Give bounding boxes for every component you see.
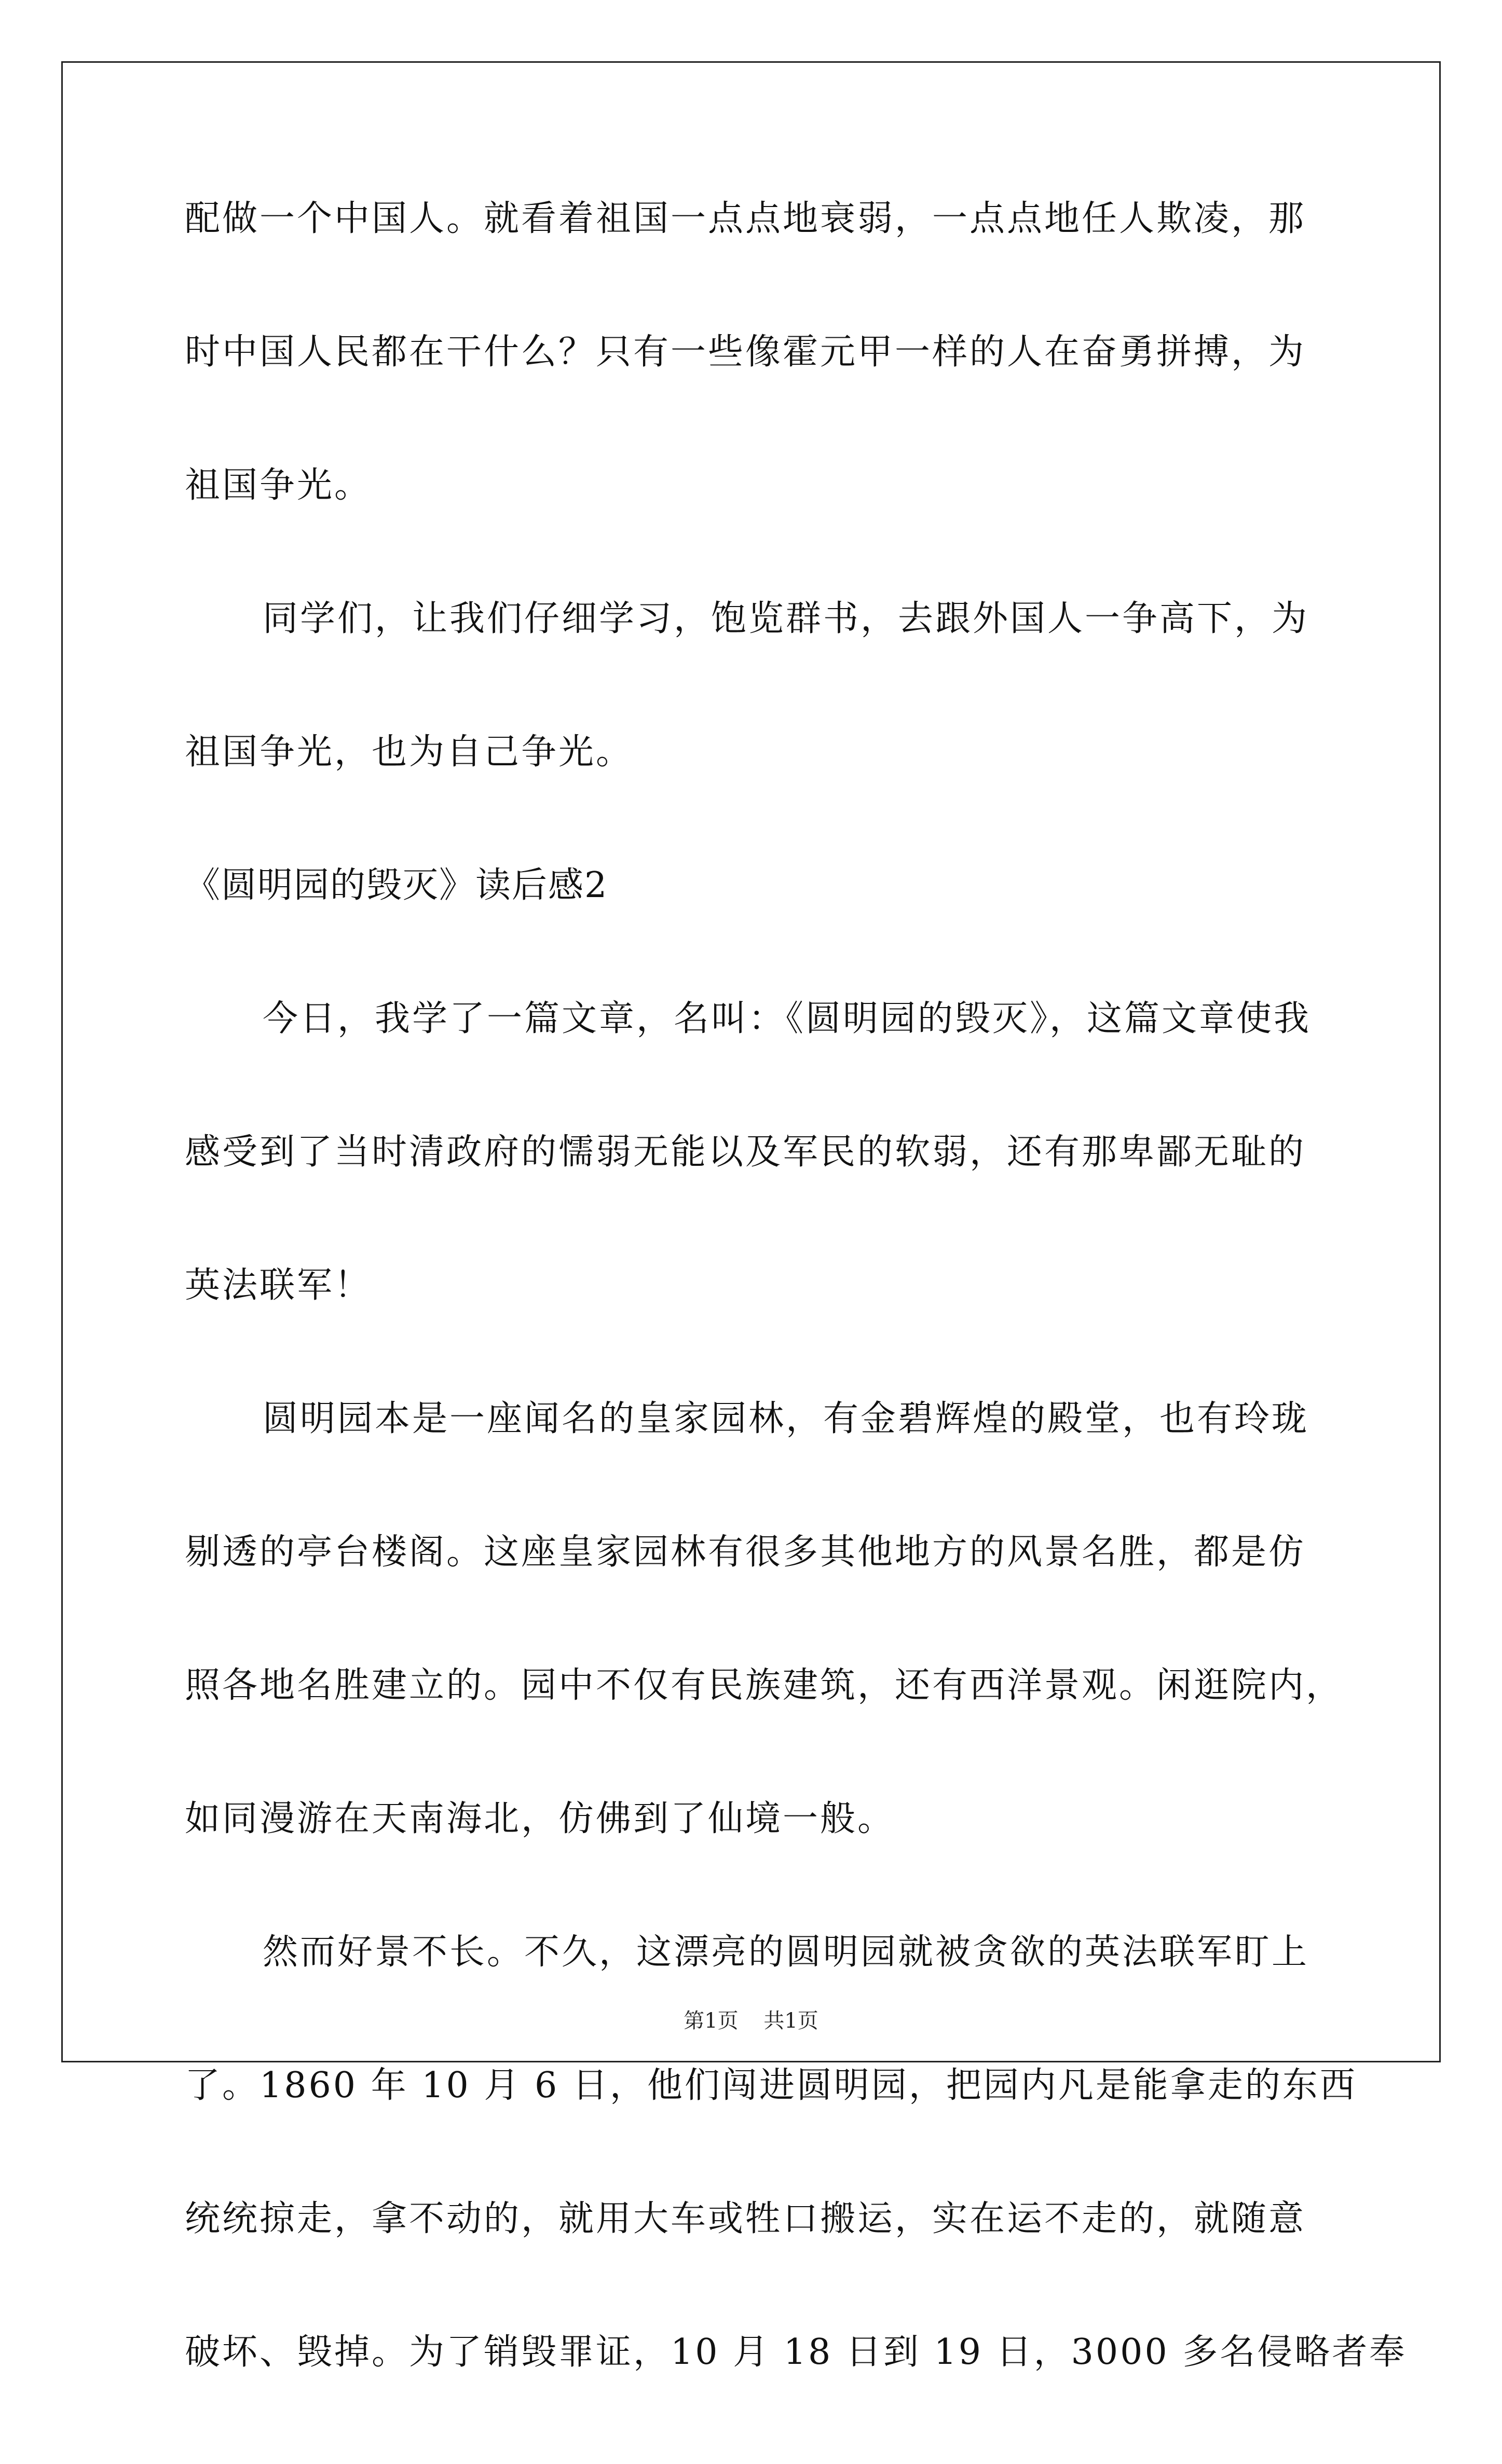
paragraph-start-line: 然而好景不长。不久，这漂亮的圆明园就被贪欲的英法联军盯上 [263,1932,1309,1973]
text-line: 祖国争光，也为自己争光。 [185,732,634,773]
paragraph-start-line: 圆明园本是一座闻名的皇家园林，有金碧辉煌的殿堂，也有玲珑 [263,1398,1309,1439]
page-total: 共1页 [763,2009,818,2033]
text-line: 英法联军！ [185,1265,372,1306]
text-line: 了。1860 年 10 月 6 日，他们闯进圆明园，把园内凡是能拿走的东西 [185,2065,1357,2106]
paragraph-start-line: 今日，我学了一篇文章，名叫：《圆明园的毁灭》，这篇文章使我 [263,998,1312,1039]
text-line: 感受到了当时清政府的懦弱无能以及军民的软弱，还有那卑鄙无耻的 [185,1132,1306,1173]
document-body [185,197,1407,2464]
text-line: 如同漫游在天南海北，仿佛到了仙境一般。 [185,1798,895,1839]
text-line: 照各地名胜建立的。园中不仅有民族建筑，还有西洋景观。闲逛院内， [185,1665,1344,1706]
paragraph-start-line: 同学们，让我们仔细学习，饱览群书，去跟外国人一争高下，为 [263,598,1309,639]
page-number: 第1页 [684,2009,739,2033]
page-footer [0,2008,1502,2034]
text-line: 时中国人民都在干什么？只有一些像霍元甲一样的人在奋勇拼搏，为 [185,332,1306,373]
text-line: 配做一个中国人。就看着祖国一点点地衰弱，一点点地任人欺凌，那 [185,198,1306,239]
text-line: 剔透的亭台楼阁。这座皇家园林有很多其他地方的风景名胜，都是仿 [185,1532,1306,1573]
section-heading: 《圆明园的毁灭》读后感2 [185,865,608,906]
text-line: 统统掠走，拿不动的，就用大车或牲口搬运，实在运不走的，就随意 [185,2198,1306,2239]
text-line: 祖国争光。 [185,465,372,506]
text-line: 破坏、毁掉。为了销毁罪证，10 月 18 日到 19 日，3000 多名侵略者奉 [185,2332,1407,2373]
